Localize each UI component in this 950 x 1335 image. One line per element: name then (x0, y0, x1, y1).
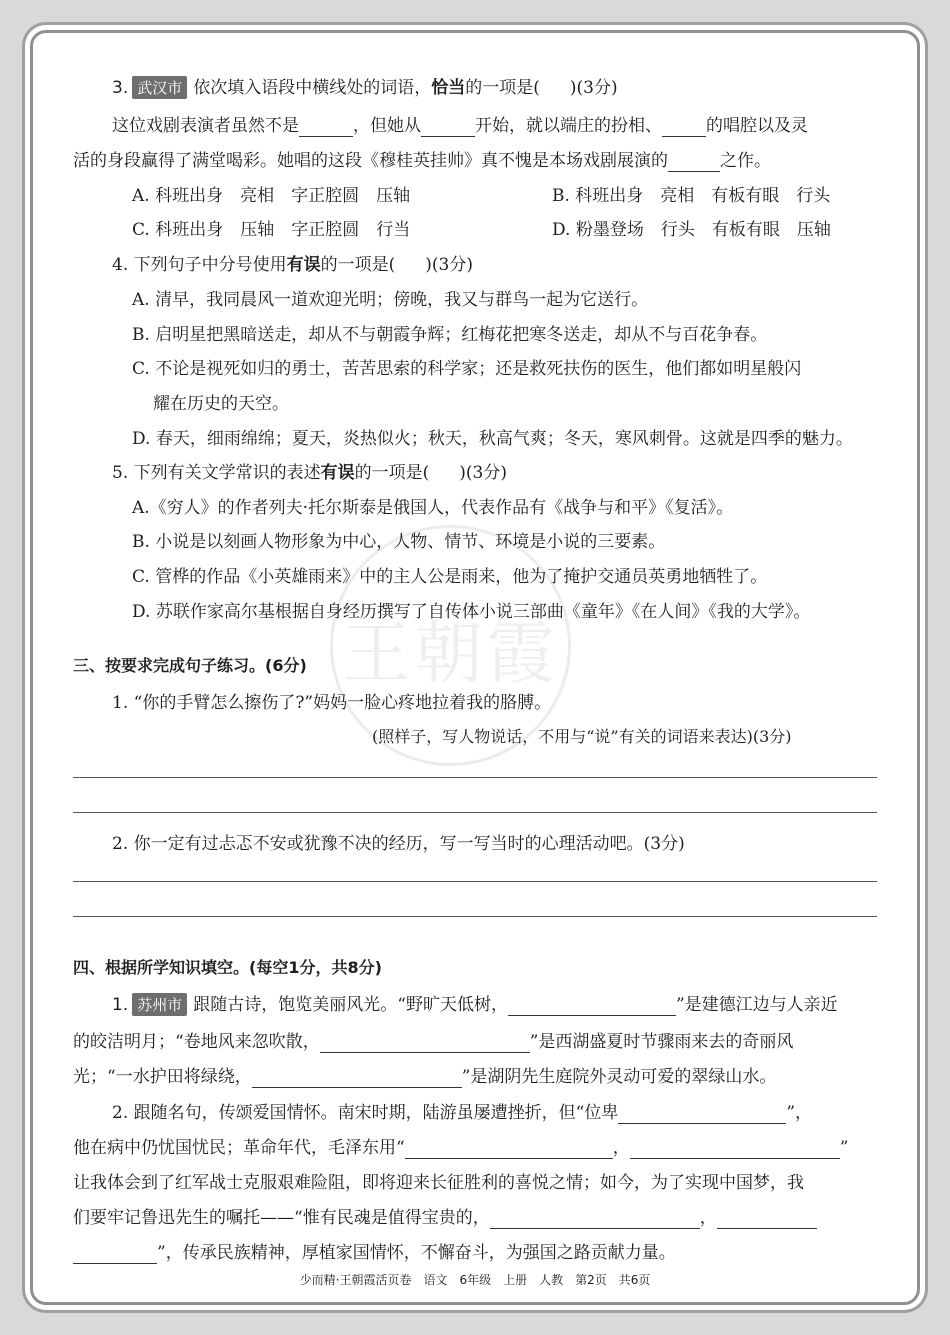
q3-option-d[interactable]: D. 粉墨登场 行头 有板有眼 压轴 (552, 220, 831, 240)
sec3-q2: 2. 你一定有过忐忑不安或犹豫不决的经历，写一写当时的心理活动吧。(3分) (112, 834, 685, 854)
sec4-q2-text: ， (612, 1138, 630, 1158)
q3-option-a[interactable]: A. 科班出身 亮相 字正腔圆 压轴 (132, 186, 411, 206)
q3-blank-2[interactable] (421, 116, 475, 137)
q3-passage-text: 的唱腔以及灵 (706, 116, 808, 136)
sec4-q2-text: ， (699, 1208, 717, 1228)
q5-stem-emphasis: 有误 (320, 463, 355, 483)
answer-line-3[interactable] (73, 881, 877, 882)
poem-blank-3[interactable] (252, 1067, 462, 1088)
poem-blank-1[interactable] (508, 995, 676, 1016)
q3-passage-text: 之作。 (720, 151, 771, 171)
section-3-title: 三、按要求完成句子练习。(6分) (73, 656, 307, 675)
q3-blank-1[interactable] (299, 116, 353, 137)
sec4-q2-text: ” (839, 1138, 849, 1158)
q5-score: )(3分) (459, 463, 507, 483)
sec4-q2-line-2 (73, 1133, 848, 1159)
q3-stem-emphasis: 恰当 (431, 78, 466, 98)
sec3-q1: 1. “你的手臂怎么擦伤了?”妈妈一脸心疼地拉着我的胳膊。 (112, 693, 552, 713)
quote-blank-1[interactable] (618, 1103, 786, 1124)
sec4-q1-text: 光；“一水护田将绿绕， (73, 1067, 252, 1087)
quote-blank-3[interactable] (630, 1138, 840, 1159)
q4-stem (112, 250, 473, 275)
sec4-q2-text: ”，传承民族精神，厚植家国情怀，不懈奋斗，为强国之路贡献力量。 (157, 1243, 676, 1263)
q4-stem-emphasis: 有误 (286, 255, 321, 275)
section-4-title: 四、根据所学知识填空。(每空1分，共8分) (73, 958, 382, 977)
q4-score: )(3分) (425, 255, 473, 275)
q4-option-c-continued: 耀在历史的天空。 (153, 394, 289, 414)
quote-blank-4[interactable] (490, 1208, 700, 1229)
q5-stem (112, 458, 507, 483)
q4-option-d[interactable]: D. 春天，细雨绵绵；夏天，炎热似火；秋天，秋高气爽；冬天，寒风刺骨。这就是四季的魅力。 (132, 429, 853, 449)
q3-number: 3. (112, 78, 129, 98)
q3-stem-text: 依次填入语段中横线处的词语， (193, 78, 432, 98)
sec4-q1-text: ”是西湖盛夏时节骤雨来去的奇丽风 (529, 1032, 794, 1052)
q3-passage-line-2 (73, 146, 771, 172)
q5-stem-text-2: 的一项是( (354, 463, 430, 483)
answer-line-4[interactable] (73, 916, 877, 917)
sec4-q2-text: 他在病中仍忧国忧民；革命年代，毛泽东用“ (73, 1138, 405, 1158)
sec4-q1-text: ”是建德江边与人亲近 (675, 995, 838, 1015)
page-footer: 少而精·王朝霞活页卷 语文 6年级 上册 人教 第2页 共6页 (299, 1273, 651, 1287)
sec4-q2-line-5 (73, 1238, 676, 1264)
q3-option-c[interactable]: C. 科班出身 压轴 字正腔圆 行当 (132, 220, 411, 240)
region-tag-wuhan: 武汉市 (132, 76, 187, 99)
q3-blank-3[interactable] (662, 116, 706, 137)
q3-passage-line-1 (112, 111, 808, 137)
q5-option-c[interactable]: C. 管桦的作品《小英雄雨来》中的主人公是雨来，他为了掩护交通员英勇地牺牲了。 (132, 567, 768, 587)
quote-blank-5-continued[interactable] (73, 1243, 157, 1264)
q3-passage-text: 活的身段赢得了满堂喝彩。她唱的这段《穆桂英挂帅》真不愧是本场戏剧展演的 (73, 151, 668, 171)
sec3-q1-instruction: (照样子，写人物说话，不用与“说”有关的词语来表达)(3分) (372, 727, 792, 746)
q4-option-b[interactable]: B. 启明星把黑暗送走，却从不与朝霞争辉；红梅花把寒冬送走，却从不与百花争春。 (132, 325, 768, 345)
sec4-q1-text: ”是湖阴先生庭院外灵动可爱的翠绿山水。 (461, 1067, 777, 1087)
sec4-q1-line-2 (73, 1027, 793, 1053)
q3-score: )(3分) (569, 78, 618, 98)
q5-stem-text: 5. 下列有关文学常识的表述 (112, 463, 321, 483)
sec4-q2-line-1 (112, 1098, 812, 1124)
q4-stem-text-2: 的一项是( (320, 255, 396, 275)
sec4-q2-line-4 (73, 1203, 817, 1229)
sec4-q2-text: 们要牢记鲁迅先生的嘱托——“惟有民魂是值得宝贵的， (73, 1208, 490, 1228)
sec4-q2-line-3: 让我体会到了红军战士克服艰难险阻，即将迎来长征胜利的喜悦之情；如今，为了实现中国梦，我 (73, 1173, 804, 1193)
q3-passage-text: 这位戏剧表演者虽然不是 (112, 116, 299, 136)
q3-option-b[interactable]: B. 科班出身 亮相 有板有眼 行头 (552, 186, 831, 206)
q3-stem-text-2: 的一项是( (465, 78, 540, 98)
sec4-q2-text: 2. 跟随名句，传颂爱国情怀。南宋时期，陆游虽屡遭挫折，但“位卑 (112, 1103, 619, 1123)
q3-stem (112, 73, 618, 99)
poem-blank-2[interactable] (320, 1032, 530, 1053)
q3-passage-text: 开始，就以端庄的扮相、 (475, 116, 662, 136)
sec4-q1-text: 跟随古诗，饱览美丽风光。“野旷天低树， (193, 995, 508, 1015)
q3-passage-text: ，但她从 (353, 116, 421, 136)
q4-stem-text: 4. 下列句子中分号使用 (112, 255, 287, 275)
sec4-q1-line-3 (73, 1062, 776, 1088)
q3-blank-4[interactable] (668, 151, 720, 172)
q5-option-a[interactable]: A.《穷人》的作者列夫·托尔斯泰是俄国人，代表作品有《战争与和平》《复活》。 (132, 498, 734, 518)
sec4-q1-line-1 (112, 990, 838, 1016)
quote-blank-2[interactable] (405, 1138, 613, 1159)
q4-option-a[interactable]: A. 清早，我同晨风一道欢迎光明；傍晚，我又与群鸟一起为它送行。 (132, 290, 649, 310)
q5-option-d[interactable]: D. 苏联作家高尔基根据自身经历撰写了自传体小说三部曲《童年》《在人间》《我的大学》。 (132, 602, 811, 622)
watermark-text: 王朝霞 (342, 615, 559, 694)
answer-line-1[interactable] (73, 777, 877, 778)
answer-line-2[interactable] (73, 812, 877, 813)
region-tag-suzhou: 苏州市 (132, 993, 187, 1016)
q4-option-c[interactable]: C. 不论是视死如归的勇士，苦苦思索的科学家；还是救死扶伤的医生，他们都如明星般闪 (132, 359, 802, 379)
sec4-q1-text: 的皎洁明月；“卷地风来忽吹散， (73, 1032, 320, 1052)
quote-blank-5[interactable] (717, 1208, 817, 1229)
sec4-q1-number: 1. (112, 995, 129, 1015)
sec4-q2-text: ”， (786, 1103, 813, 1123)
q5-option-b[interactable]: B. 小说是以刻画人物形象为中心，人物、情节、环境是小说的三要素。 (132, 532, 666, 552)
